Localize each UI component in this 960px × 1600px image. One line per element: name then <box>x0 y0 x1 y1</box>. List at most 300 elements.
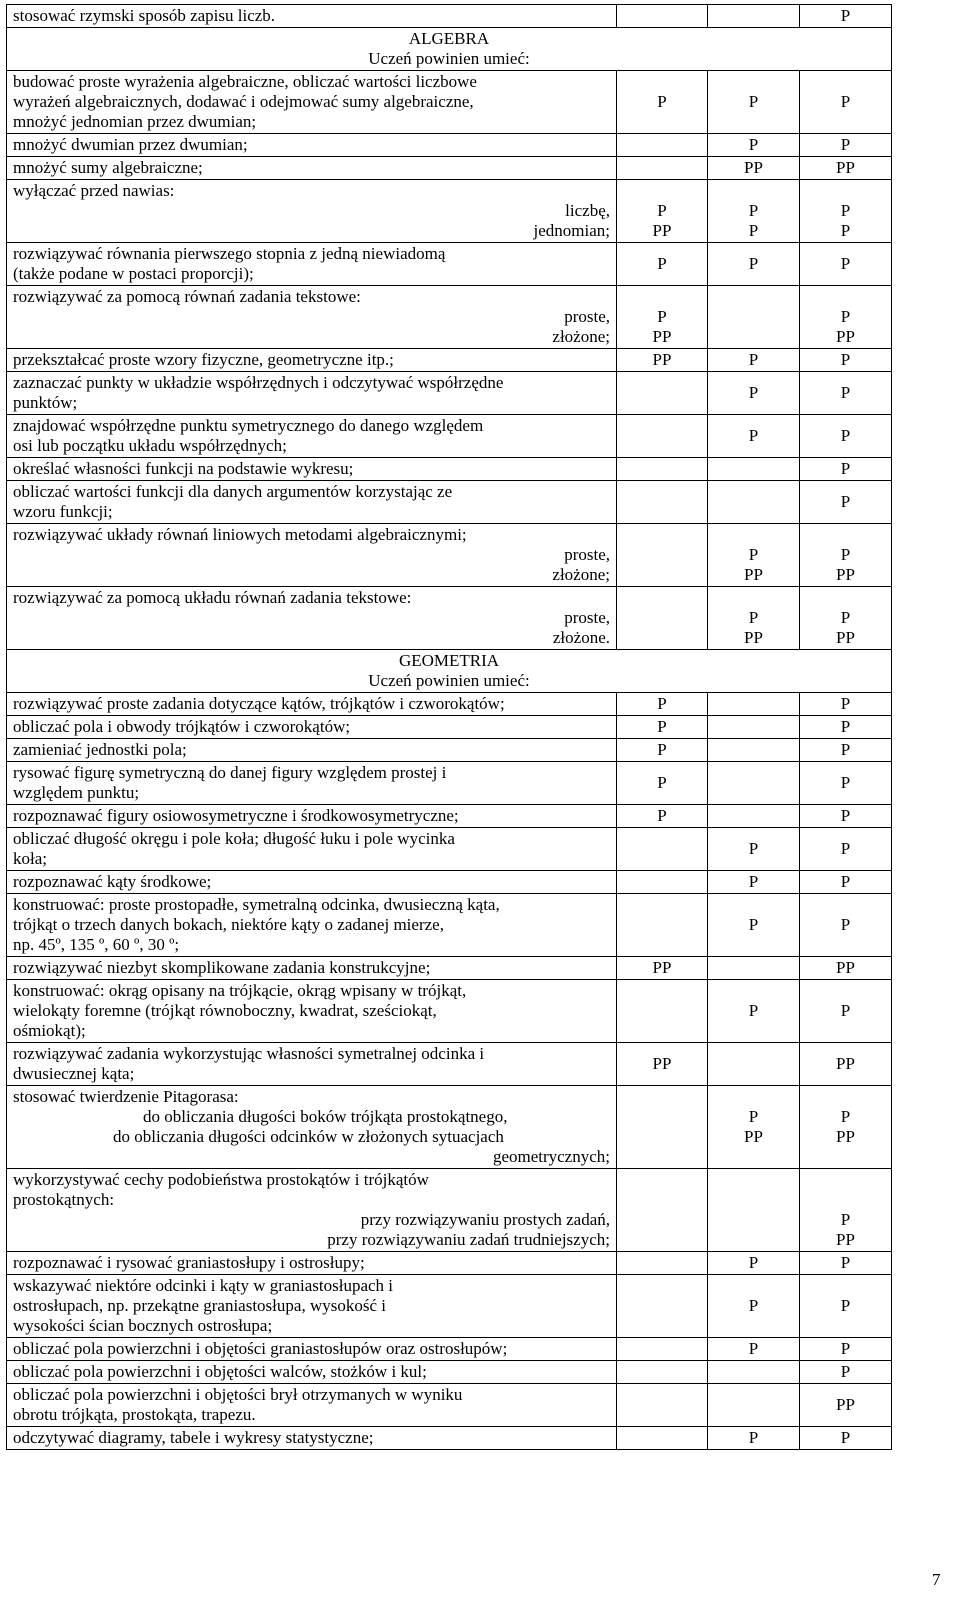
requirement-text-line: prostokątnych: <box>13 1190 115 1209</box>
requirement-description <box>7 180 617 243</box>
grade-cell-3 <box>800 693 892 716</box>
requirement-text-line: rozpoznawać i rysować graniastosłupy i ostrosłupy; <box>13 1253 365 1272</box>
requirement-row <box>7 5 892 28</box>
requirement-description <box>7 1361 617 1384</box>
grade-cell-3 <box>800 458 892 481</box>
grade-mark <box>714 806 793 826</box>
grade-mark <box>714 740 793 760</box>
grade-cell-2 <box>708 1361 800 1384</box>
grade-mark <box>806 287 885 307</box>
requirement-text-line: rozwiązywać równania pierwszego stopnia z jedną niewiadomą <box>13 244 446 263</box>
requirement-text-line: (także podane w postaci proporcji); <box>13 264 254 283</box>
grade-mark: P <box>840 915 851 934</box>
requirement-description <box>7 957 617 980</box>
grade-cell-3 <box>800 957 892 980</box>
requirement-text-line: określać własności funkcji na podstawie wykresu; <box>13 459 354 478</box>
requirement-description <box>7 587 617 650</box>
grade-mark: P <box>657 806 667 825</box>
requirement-text-line: przy rozwiązywaniu zadań trudniejszych; <box>327 1230 610 1249</box>
grade-cell-2 <box>708 415 800 458</box>
grade-cell-1 <box>617 458 708 481</box>
grade-mark <box>623 608 701 628</box>
requirement-description <box>7 372 617 415</box>
grade-mark <box>623 1296 701 1316</box>
grade-mark <box>623 1362 701 1382</box>
requirement-text-line: wyłączać przed nawias: <box>13 181 175 200</box>
requirement-text-line: punktów; <box>13 393 78 412</box>
requirement-text-line: konstruować: okrąg opisany na trójkącie, okrąg wpisany w trójkąt, <box>13 981 467 1000</box>
requirement-text-line: obliczać pola powierzchni i objętości graniastosłupów oraz ostrosłupów; <box>13 1339 508 1358</box>
requirement-text-line: obliczać pola powierzchni i objętości walców, stożków i kul; <box>13 1362 427 1381</box>
requirement-row <box>7 762 892 805</box>
requirement-text-line: do obliczania długości boków trójkąta prostokątnego, <box>143 1107 508 1126</box>
requirement-description <box>7 805 617 828</box>
grade-mark: P <box>748 1001 759 1020</box>
requirement-text-line: ośmiokąt); <box>13 1021 86 1040</box>
grade-mark: P <box>657 201 667 220</box>
requirement-text-line: obliczać pola i obwody trójkątów i czworokątów; <box>13 717 351 736</box>
grade-mark: PP <box>836 1230 855 1249</box>
grade-mark <box>806 588 885 608</box>
grade-mark <box>623 545 701 565</box>
grade-mark: PP <box>652 221 672 240</box>
grade-mark: P <box>748 426 759 445</box>
grade-mark: PP <box>836 628 855 647</box>
requirement-row <box>7 415 892 458</box>
requirement-text-line: wielokąty foremne (trójkąt równoboczny, kwadrat, sześciokąt, <box>13 1001 437 1020</box>
grade-mark <box>714 773 793 793</box>
grade-mark <box>623 1200 701 1220</box>
grade-cell-3 <box>800 1086 892 1169</box>
grade-mark: PP <box>836 327 855 346</box>
grade-mark: PP <box>652 958 672 977</box>
grade-mark: PP <box>836 565 855 584</box>
grade-mark: P <box>840 6 851 25</box>
grade-mark: P <box>840 350 851 369</box>
requirement-description <box>7 716 617 739</box>
grade-mark: P <box>840 839 851 858</box>
page-number: 7 <box>932 1570 941 1589</box>
grade-cell-2 <box>708 762 800 805</box>
grade-mark <box>714 1087 793 1107</box>
grade-cell-2 <box>708 458 800 481</box>
grade-cell-2 <box>708 1169 800 1252</box>
section-header <box>7 650 892 693</box>
grade-mark <box>623 426 701 446</box>
requirement-text-line: rozwiązywać układy równań liniowych metodami algebraicznymi; <box>13 525 467 544</box>
grade-mark <box>623 1428 701 1448</box>
grade-mark: P <box>657 773 667 792</box>
grade-mark: P <box>840 492 851 511</box>
grade-cell-2 <box>708 1086 800 1169</box>
grade-mark <box>714 6 793 26</box>
requirement-text-line: rozwiązywać proste zadania dotyczące kątów, trójkątów i czworokątów; <box>13 694 505 713</box>
grade-cell-1 <box>617 1043 708 1086</box>
grade-cell-3 <box>800 1275 892 1338</box>
grade-cell-3 <box>800 805 892 828</box>
requirement-row <box>7 1361 892 1384</box>
grade-mark: P <box>748 1107 759 1126</box>
requirement-description <box>7 828 617 871</box>
grade-mark <box>623 1117 701 1137</box>
grade-mark: PP <box>836 158 855 177</box>
grade-cell-2 <box>708 587 800 650</box>
requirement-text-line: wzoru funkcji; <box>13 502 113 521</box>
grade-mark: P <box>840 459 851 478</box>
requirement-row <box>7 286 892 349</box>
requirement-description <box>7 157 617 180</box>
grade-mark: P <box>840 1339 851 1358</box>
grade-mark <box>714 958 793 978</box>
requirement-description <box>7 1275 617 1338</box>
grade-mark <box>714 1362 793 1382</box>
grade-cell-2 <box>708 894 800 957</box>
requirement-row <box>7 157 892 180</box>
requirement-row <box>7 180 892 243</box>
grade-cell-1 <box>617 1361 708 1384</box>
grade-mark: PP <box>744 628 763 647</box>
grade-cell-1 <box>617 957 708 980</box>
grade-cell-2 <box>708 157 800 180</box>
grade-cell-3 <box>800 871 892 894</box>
requirement-description <box>7 980 617 1043</box>
requirement-row <box>7 871 892 894</box>
grade-cell-3 <box>800 1427 892 1450</box>
grade-mark <box>714 307 793 327</box>
grade-cell-2 <box>708 871 800 894</box>
requirement-text-line: proste, <box>564 608 610 627</box>
grade-cell-2 <box>708 1252 800 1275</box>
requirement-row <box>7 481 892 524</box>
requirements-table-body <box>7 5 892 1450</box>
grade-cell-2 <box>708 372 800 415</box>
requirement-description <box>7 1043 617 1086</box>
requirement-text-line: stosować rzymski sposób zapisu liczb. <box>13 6 276 25</box>
grade-cell-1 <box>617 243 708 286</box>
grade-mark <box>623 915 701 935</box>
requirement-text-line: złożone; <box>552 327 610 346</box>
requirement-text-line: obliczać wartości funkcji dla danych argumentów korzystając ze <box>13 482 453 501</box>
requirement-row <box>7 243 892 286</box>
requirement-description <box>7 1169 617 1252</box>
requirement-description <box>7 739 617 762</box>
grade-mark <box>714 1200 793 1220</box>
grade-cell-2 <box>708 1427 800 1450</box>
grade-cell-3 <box>800 286 892 349</box>
grade-cell-3 <box>800 5 892 28</box>
grade-mark <box>623 135 701 155</box>
grade-mark: P <box>748 383 759 402</box>
grade-cell-1 <box>617 716 708 739</box>
requirement-description <box>7 71 617 134</box>
requirement-row <box>7 458 892 481</box>
requirement-description <box>7 134 617 157</box>
requirement-text-line: proste, <box>564 307 610 326</box>
requirement-text-line: geometrycznych; <box>492 1147 610 1166</box>
grade-mark: P <box>840 307 851 326</box>
grade-cell-1 <box>617 739 708 762</box>
requirement-text-line: rozwiązywać za pomocą układu równań zadania tekstowe: <box>13 588 412 607</box>
grade-mark: P <box>748 1253 759 1272</box>
section-subtitle: Uczeń powinien umieć: <box>368 671 530 690</box>
grade-mark <box>714 1147 793 1167</box>
grade-mark <box>714 181 793 201</box>
grade-mark: PP <box>652 327 672 346</box>
requirement-row <box>7 1043 892 1086</box>
grade-mark <box>623 287 701 307</box>
grade-mark: P <box>840 221 851 240</box>
requirement-row <box>7 1275 892 1338</box>
grade-cell-2 <box>708 716 800 739</box>
requirement-text-line: rozwiązywać za pomocą równań zadania tekstowe: <box>13 287 361 306</box>
grade-mark: PP <box>744 1127 763 1146</box>
grade-mark <box>623 459 701 479</box>
grade-cell-3 <box>800 980 892 1043</box>
grade-cell-1 <box>617 157 708 180</box>
section-header-row <box>7 650 892 693</box>
grade-cell-3 <box>800 894 892 957</box>
requirement-text-line: wskazywać niektóre odcinki i kąty w graniastosłupach i <box>13 1276 394 1295</box>
grade-mark <box>623 1001 701 1021</box>
requirement-row <box>7 957 892 980</box>
grade-mark: PP <box>836 1127 855 1146</box>
grade-cell-3 <box>800 1361 892 1384</box>
requirement-text-line: obliczać długość okręgu i pole koła; długość łuku i pole wycinka <box>13 829 455 848</box>
requirement-text-line: wysokości ścian bocznych ostrosłupa; <box>13 1316 273 1335</box>
grade-mark: P <box>840 92 851 111</box>
requirement-row <box>7 524 892 587</box>
grade-mark: P <box>840 426 851 445</box>
requirement-row <box>7 1252 892 1275</box>
grade-cell-1 <box>617 871 708 894</box>
requirement-row <box>7 1169 892 1252</box>
grade-cell-1 <box>617 481 708 524</box>
grade-mark: P <box>840 254 851 273</box>
requirement-text-line: mnożyć sumy algebraiczne; <box>13 158 203 177</box>
requirement-text-line: np. 45º, 135 º, 60 º, 30 º; <box>13 935 180 954</box>
grade-cell-2 <box>708 349 800 372</box>
grade-mark: P <box>840 1210 851 1229</box>
grade-mark <box>623 6 701 26</box>
grade-mark: P <box>748 221 759 240</box>
grade-cell-2 <box>708 180 800 243</box>
requirement-row <box>7 372 892 415</box>
requirement-description <box>7 1427 617 1450</box>
requirement-text-line: zaznaczać punkty w układzie współrzędnych i odczytywać współrzędne <box>13 373 504 392</box>
grade-mark <box>623 492 701 512</box>
grade-cell-3 <box>800 415 892 458</box>
grade-mark: P <box>840 806 851 825</box>
grade-mark <box>806 1147 885 1167</box>
requirement-text-line: przekształcać proste wzory fizyczne, geometryczne itp.; <box>13 350 394 369</box>
grade-mark <box>623 839 701 859</box>
grade-cell-1 <box>617 587 708 650</box>
grade-cell-2 <box>708 739 800 762</box>
grade-mark: P <box>748 839 759 858</box>
section-header-row <box>7 28 892 71</box>
grade-cell-2 <box>708 957 800 980</box>
requirement-row <box>7 693 892 716</box>
grade-mark: P <box>840 872 851 891</box>
grade-mark: PP <box>836 958 855 977</box>
grade-mark: P <box>840 717 851 736</box>
grade-mark: P <box>657 740 667 759</box>
grade-cell-3 <box>800 1338 892 1361</box>
grade-mark: P <box>840 694 851 713</box>
grade-cell-1 <box>617 524 708 587</box>
grade-mark: PP <box>652 350 672 369</box>
requirement-text-line: mnożyć jednomian przez dwumian; <box>13 112 257 131</box>
grade-cell-3 <box>800 828 892 871</box>
grade-mark: P <box>657 694 667 713</box>
grade-mark: PP <box>744 565 763 584</box>
requirements-document <box>6 4 891 1450</box>
grade-cell-3 <box>800 243 892 286</box>
requirement-text-line: obrotu trójkąta, prostokąta, trapezu. <box>13 1405 256 1424</box>
grade-mark: P <box>840 1362 851 1381</box>
requirement-text-line: ostrosłupach, np. przekątne graniastosłupa, wysokość i <box>13 1296 386 1315</box>
grade-cell-2 <box>708 1338 800 1361</box>
grade-mark <box>714 459 793 479</box>
requirement-text-line: względem punktu; <box>13 783 140 802</box>
grade-cell-1 <box>617 134 708 157</box>
grade-cell-3 <box>800 716 892 739</box>
grade-mark <box>806 181 885 201</box>
grade-mark: P <box>748 92 759 111</box>
grade-mark: PP <box>836 1395 855 1414</box>
grade-mark: P <box>657 307 667 326</box>
grade-cell-1 <box>617 1384 708 1427</box>
grade-cell-1 <box>617 828 708 871</box>
requirement-text-line: konstruować: proste prostopadłe, symetralną odcinka, dwusieczną kąta, <box>13 895 500 914</box>
grade-mark <box>714 1395 793 1415</box>
requirement-row <box>7 894 892 957</box>
grade-cell-1 <box>617 286 708 349</box>
grade-cell-1 <box>617 762 708 805</box>
requirement-description <box>7 458 617 481</box>
grade-cell-2 <box>708 71 800 134</box>
requirement-text-line: stosować twierdzenie Pitagorasa: <box>13 1087 239 1106</box>
grade-cell-1 <box>617 180 708 243</box>
requirement-text-line: rozwiązywać zadania wykorzystując własności symetralnej odcinka i <box>13 1044 485 1063</box>
grade-cell-3 <box>800 372 892 415</box>
grade-cell-3 <box>800 762 892 805</box>
grade-mark: PP <box>652 1054 672 1073</box>
grade-cell-1 <box>617 894 708 957</box>
grade-mark: PP <box>836 1054 855 1073</box>
requirement-text-line: złożone; <box>552 565 610 584</box>
requirement-description <box>7 243 617 286</box>
requirement-text-line: dwusiecznej kąta; <box>13 1064 135 1083</box>
grade-mark <box>623 181 701 201</box>
requirement-row <box>7 716 892 739</box>
requirement-row <box>7 1086 892 1169</box>
grade-cell-2 <box>708 481 800 524</box>
grade-mark: PP <box>744 158 763 177</box>
grade-cell-3 <box>800 1252 892 1275</box>
requirement-text-line: wyrażeń algebraicznych, dodawać i odejmować sumy algebraiczne, <box>13 92 474 111</box>
grade-cell-3 <box>800 349 892 372</box>
grade-cell-1 <box>617 805 708 828</box>
grade-mark: P <box>748 1296 759 1315</box>
requirement-text-line: budować proste wyrażenia algebraiczne, obliczać wartości liczbowe <box>13 72 477 91</box>
requirement-text-line: odczytywać diagramy, tabele i wykresy statystyczne; <box>13 1428 374 1447</box>
requirement-row <box>7 1338 892 1361</box>
grade-mark <box>623 383 701 403</box>
grade-mark <box>714 694 793 714</box>
requirement-row <box>7 739 892 762</box>
grade-mark: P <box>840 740 851 759</box>
requirement-text-line: wykorzystywać cechy podobieństwa prostokątów i trójkątów <box>13 1170 429 1189</box>
grade-mark: P <box>657 254 667 273</box>
grade-mark: P <box>840 545 851 564</box>
grade-mark: P <box>840 1296 851 1315</box>
grade-mark: P <box>657 92 667 111</box>
requirement-description <box>7 1338 617 1361</box>
requirement-text-line: rozpoznawać kąty środkowe; <box>13 872 212 891</box>
grade-mark: P <box>748 254 759 273</box>
requirement-text-line: znajdować współrzędne punktu symetrycznego do danego względem <box>13 416 484 435</box>
grade-cell-2 <box>708 805 800 828</box>
grade-cell-2 <box>708 1043 800 1086</box>
grade-cell-1 <box>617 1275 708 1338</box>
grade-mark: P <box>748 1428 759 1447</box>
grade-mark <box>714 717 793 737</box>
grade-cell-2 <box>708 980 800 1043</box>
requirement-description <box>7 1252 617 1275</box>
requirement-text-line: jednomian; <box>533 221 610 240</box>
requirement-text-line: proste, <box>564 545 610 564</box>
grade-cell-2 <box>708 828 800 871</box>
grade-cell-2 <box>708 1384 800 1427</box>
grade-cell-3 <box>800 1043 892 1086</box>
requirement-description <box>7 415 617 458</box>
grade-mark: P <box>748 135 759 154</box>
grade-mark: P <box>840 773 851 792</box>
grade-cell-3 <box>800 481 892 524</box>
grade-mark: P <box>748 350 759 369</box>
section-title: GEOMETRIA <box>398 651 500 670</box>
grade-cell-2 <box>708 286 800 349</box>
grade-cell-2 <box>708 243 800 286</box>
requirement-row <box>7 349 892 372</box>
grade-mark: P <box>840 135 851 154</box>
grade-mark: P <box>748 1339 759 1358</box>
grade-mark: P <box>840 383 851 402</box>
grade-cell-1 <box>617 1169 708 1252</box>
grade-cell-3 <box>800 1169 892 1252</box>
grade-mark: P <box>840 1001 851 1020</box>
grade-cell-1 <box>617 1427 708 1450</box>
requirement-description <box>7 894 617 957</box>
requirements-table <box>6 4 892 1450</box>
grade-cell-2 <box>708 693 800 716</box>
grade-mark: P <box>748 608 759 627</box>
requirement-text-line: do obliczania długości odcinków w złożonych sytuacjach <box>113 1127 504 1146</box>
section-subtitle: Uczeń powinien umieć: <box>368 49 530 68</box>
requirement-row <box>7 805 892 828</box>
grade-cell-3 <box>800 524 892 587</box>
requirement-description <box>7 286 617 349</box>
requirement-text-line: rozpoznawać figury osiowosymetryczne i środkowosymetryczne; <box>13 806 459 825</box>
requirement-row <box>7 587 892 650</box>
grade-cell-1 <box>617 415 708 458</box>
requirement-description <box>7 1384 617 1427</box>
grade-cell-3 <box>800 157 892 180</box>
grade-cell-2 <box>708 134 800 157</box>
requirement-text-line: przy rozwiązywaniu prostych zadań, <box>360 1210 610 1229</box>
grade-cell-1 <box>617 980 708 1043</box>
